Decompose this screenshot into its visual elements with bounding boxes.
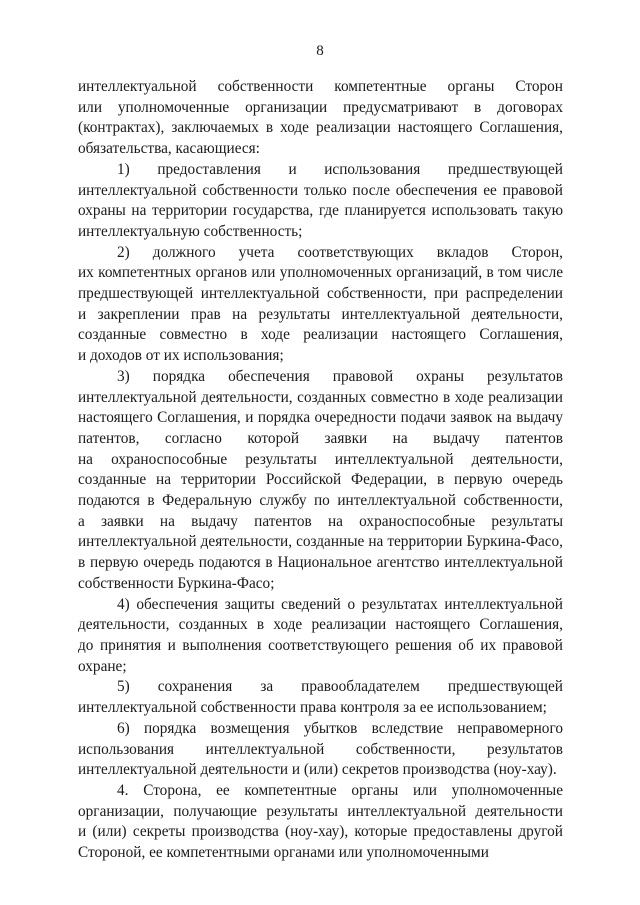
text-line: деятельности, созданных в ходе реализации настоящего Соглашения, <box>78 616 563 634</box>
text-line: использования интеллектуальной собственности, результатов <box>78 740 563 758</box>
text-line: собственности Буркина-Фасо; <box>78 574 275 592</box>
text-line: предшествующей интеллектуальной собственности, при распределении <box>78 285 563 303</box>
text-line: интеллектуальной собственности только после обеспечения ее правовой <box>78 181 563 199</box>
text-line: их компетентных органов или уполномоченных организаций, в том числе <box>78 264 563 282</box>
text-line: 4. Сторона, ее компетентные органы или уполномоченные <box>117 781 563 799</box>
text-line: интеллектуальной собственности компетентные органы Сторон <box>78 78 563 95</box>
text-line: созданные совместно в ходе реализации настоящего Соглашения, <box>78 326 563 344</box>
paragraph-item-3 <box>78 367 563 595</box>
text-line: и (или) секреты производства (ноу-хау), которые предоставлены другой <box>78 823 563 841</box>
paragraph-item-4 <box>78 595 563 678</box>
text-line: патентов, согласно которой заявки на выдачу патентов <box>78 429 563 447</box>
paragraph-intro <box>78 77 563 160</box>
text-line: 2) должного учета соответствующих вкладов Сторон, <box>117 243 563 261</box>
text-line: и доходов от их использования; <box>78 347 284 365</box>
text-line: подаются в Федеральную службу по интеллектуальной собственности, <box>78 492 563 510</box>
text-line: а заявки на выдачу патентов на охраноспособные результаты <box>78 512 563 530</box>
paragraph-clause-4 <box>78 781 563 864</box>
text-line: обязательства, касающиеся: <box>78 140 260 158</box>
text-line: охране; <box>78 657 127 675</box>
text-line: и закреплении прав на результаты интеллектуальной деятельности, <box>78 305 563 323</box>
paragraph-item-2 <box>78 243 563 367</box>
text-line: 4) обеспечения защиты сведений о результатах интеллектуальной <box>117 595 563 613</box>
text-line: интеллектуальную собственность; <box>78 222 303 240</box>
text-line: или уполномоченные организации предусматривают в договорах <box>78 98 563 116</box>
text-line: 3) порядка обеспечения правовой охраны результатов <box>117 367 563 385</box>
page-number: 8 <box>316 43 324 59</box>
text-line: на охраноспособные результаты интеллектуальной деятельности, <box>78 450 563 468</box>
text-line: в первую очередь подаются в Национальное агентство интеллектуальной <box>78 554 563 572</box>
text-line: 6) порядка возмещения убытков вследствие неправомерного <box>117 719 563 737</box>
paragraph-item-1 <box>78 160 563 243</box>
text-line: интеллектуальной деятельности и (или) секретов производства (ноу-хау). <box>78 761 557 779</box>
text-line: интеллектуальной деятельности, созданные на территории Буркина-Фасо, <box>78 533 563 551</box>
text-line: интеллектуальной собственности права контроля за ее использованием; <box>78 699 547 717</box>
paragraph-item-6 <box>78 719 563 781</box>
text-line: интеллектуальной деятельности, созданных совместно в ходе реализации <box>78 388 563 406</box>
text-line: Стороной, ее компетентными органами или уполномоченными <box>78 844 489 862</box>
text-line: 5) сохранения за правообладателем предшествующей <box>117 678 563 696</box>
document-body <box>78 77 563 864</box>
text-line: созданные на территории Российской Федерации, в первую очередь <box>78 471 563 489</box>
text-line: (контрактах), заключаемых в ходе реализации настоящего Соглашения, <box>78 119 563 137</box>
paragraph-item-5 <box>78 677 563 718</box>
text-line: до принятия и выполнения соответствующего решения об их правовой <box>78 636 563 654</box>
text-line: настоящего Соглашения, и порядка очередности подачи заявок на выдачу <box>78 409 563 427</box>
text-line: охраны на территории государства, где планируется использовать такую <box>78 202 563 220</box>
text-line: 1) предоставления и использования предшествующей <box>117 160 563 178</box>
text-line: организации, получающие результаты интеллектуальной деятельности <box>78 802 563 820</box>
